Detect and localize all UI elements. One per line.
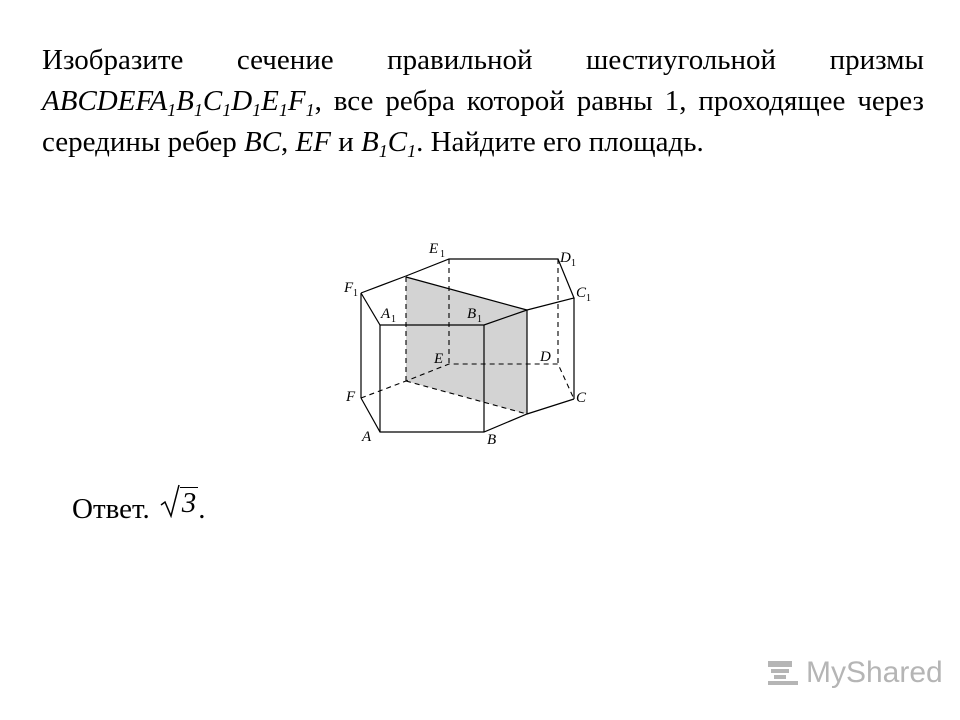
- svg-text:1: 1: [477, 314, 482, 325]
- svg-text:1: 1: [586, 293, 591, 304]
- svg-text:1: 1: [353, 288, 358, 299]
- label-c: C: [576, 390, 587, 406]
- prism-diagram: [330, 232, 600, 452]
- prism-name: $ABCDEFA_1B_1C_1D_1E_1F_1$: [42, 85, 315, 120]
- label-c1: C: [576, 285, 587, 301]
- answer-radical: [160, 484, 199, 518]
- answer-value: 3: [181, 487, 197, 519]
- logo-icon: [766, 658, 800, 688]
- logo-text: MyShared: [806, 656, 943, 689]
- label-b1: B: [467, 306, 477, 322]
- edge-bc: BC: [243, 126, 282, 158]
- label-e: E: [434, 351, 444, 367]
- problem-text: Изобразите сечение правильной шестиугольной призмы $ABCDEFA_1B_1C_1D_1E_1F_1$, все ребра которой равны 1, проходящее через середины ребер BC, EF и $B_1C_1$. Найдите его площадь.: [42, 44, 924, 161]
- sqrt-icon: [160, 484, 180, 518]
- myshared-logo: [766, 656, 943, 690]
- answer-label: Ответ.: [72, 493, 150, 525]
- section-polygon: [406, 277, 527, 414]
- prism-figure: [330, 232, 600, 457]
- label-b: B: [487, 432, 497, 448]
- edge-b1c1: $B_1C_1$: [361, 126, 417, 161]
- label-a1: A: [381, 306, 391, 322]
- svg-text:1: 1: [571, 258, 576, 269]
- label-d1: D: [560, 250, 571, 266]
- svg-text:1: 1: [440, 249, 445, 260]
- svg-text:1: 1: [391, 314, 396, 325]
- label-a: A: [362, 429, 372, 445]
- answer-line: [72, 484, 206, 529]
- label-f: F: [346, 389, 356, 405]
- answer-period: .: [198, 493, 206, 525]
- label-d: D: [540, 349, 551, 365]
- edge-ef: EF: [295, 126, 331, 158]
- label-e1: E: [429, 241, 439, 257]
- label-f1: F: [344, 280, 354, 296]
